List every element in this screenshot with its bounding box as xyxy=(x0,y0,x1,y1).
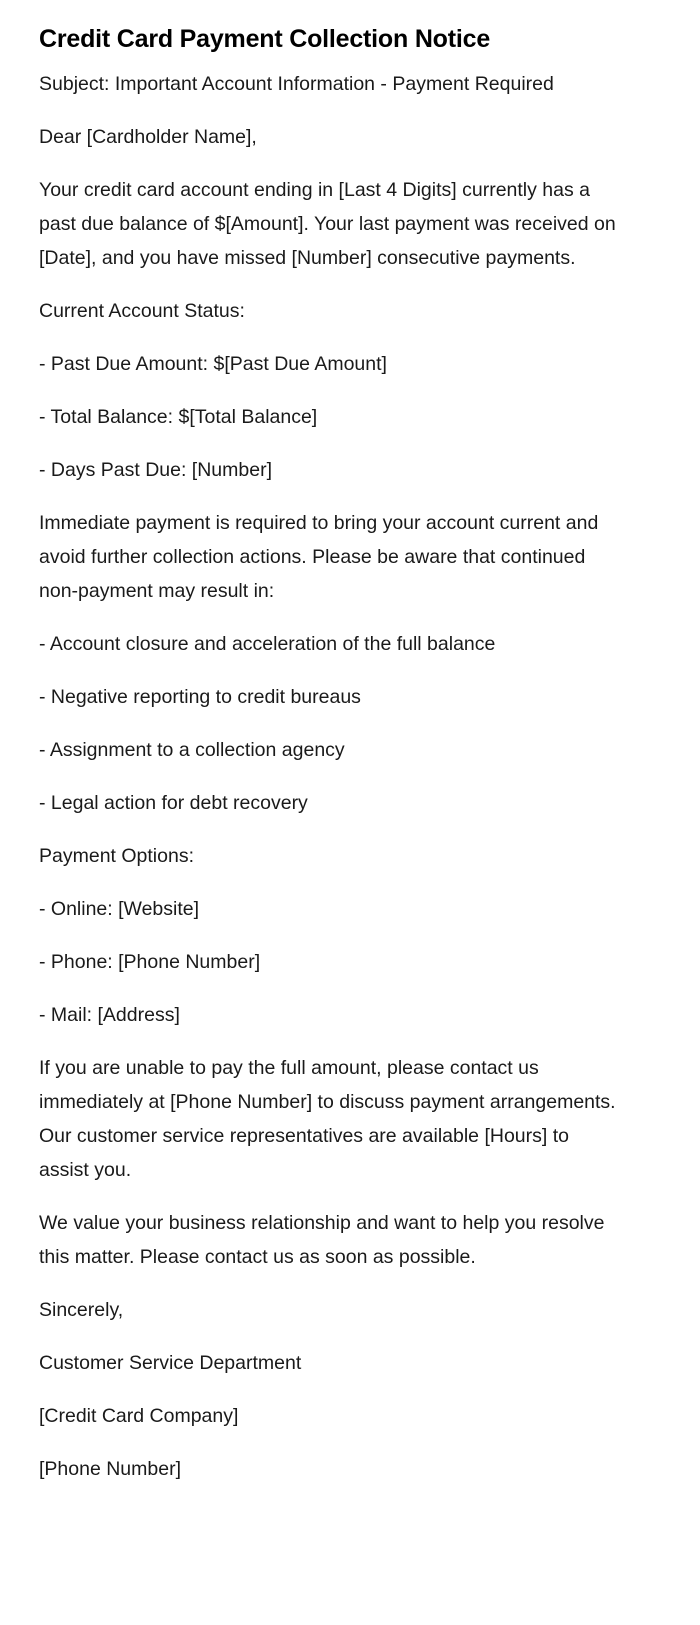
paragraph: Customer Service Department xyxy=(39,1352,302,1374)
paragraph: - Assignment to a collection agency xyxy=(39,739,345,761)
paragraph: We value your business relationship and want to help you resolve this matter. Please contact us as soon as possible. xyxy=(39,1212,605,1268)
paragraph: - Phone: [Phone Number] xyxy=(39,951,261,973)
paragraph: - Account closure and acceleration of the full balance xyxy=(39,633,496,655)
paragraph: [Phone Number] xyxy=(39,1458,181,1480)
document-title: Credit Card Payment Collection Notice xyxy=(39,25,491,53)
paragraph: Immediate payment is required to bring your account current and avoid further collection actions. Please be aware that continued non-payment may result in: xyxy=(39,512,599,602)
paragraph: - Past Due Amount: $[Past Due Amount] xyxy=(39,353,387,375)
paragraph: - Negative reporting to credit bureaus xyxy=(39,686,361,708)
paragraph: - Legal action for debt recovery xyxy=(39,792,308,814)
paragraph: Subject: Important Account Information - Payment Required xyxy=(39,73,554,95)
paragraph: If you are unable to pay the full amount, please contact us immediately at [Phone Number] to discuss payment arrangements. Our customer service representatives are available [Hours] to assist you. xyxy=(39,1057,616,1181)
document-body xyxy=(39,67,624,1486)
paragraph: Payment Options: xyxy=(39,845,194,867)
paragraph: [Credit Card Company] xyxy=(39,1405,239,1427)
paragraph: Your credit card account ending in [Last 4 Digits] currently has a past due balance of $[Amount]. Your last payment was received on [Date], and you have missed [Number] consecutive payments. xyxy=(39,179,616,269)
paragraph: - Total Balance: $[Total Balance] xyxy=(39,406,318,428)
paragraph: Current Account Status: xyxy=(39,300,245,322)
paragraph: - Days Past Due: [Number] xyxy=(39,459,272,481)
paragraph: - Mail: [Address] xyxy=(39,1004,180,1026)
paragraph: Dear [Cardholder Name], xyxy=(39,126,257,148)
paragraph: Sincerely, xyxy=(39,1299,124,1321)
paragraph: - Online: [Website] xyxy=(39,898,200,920)
